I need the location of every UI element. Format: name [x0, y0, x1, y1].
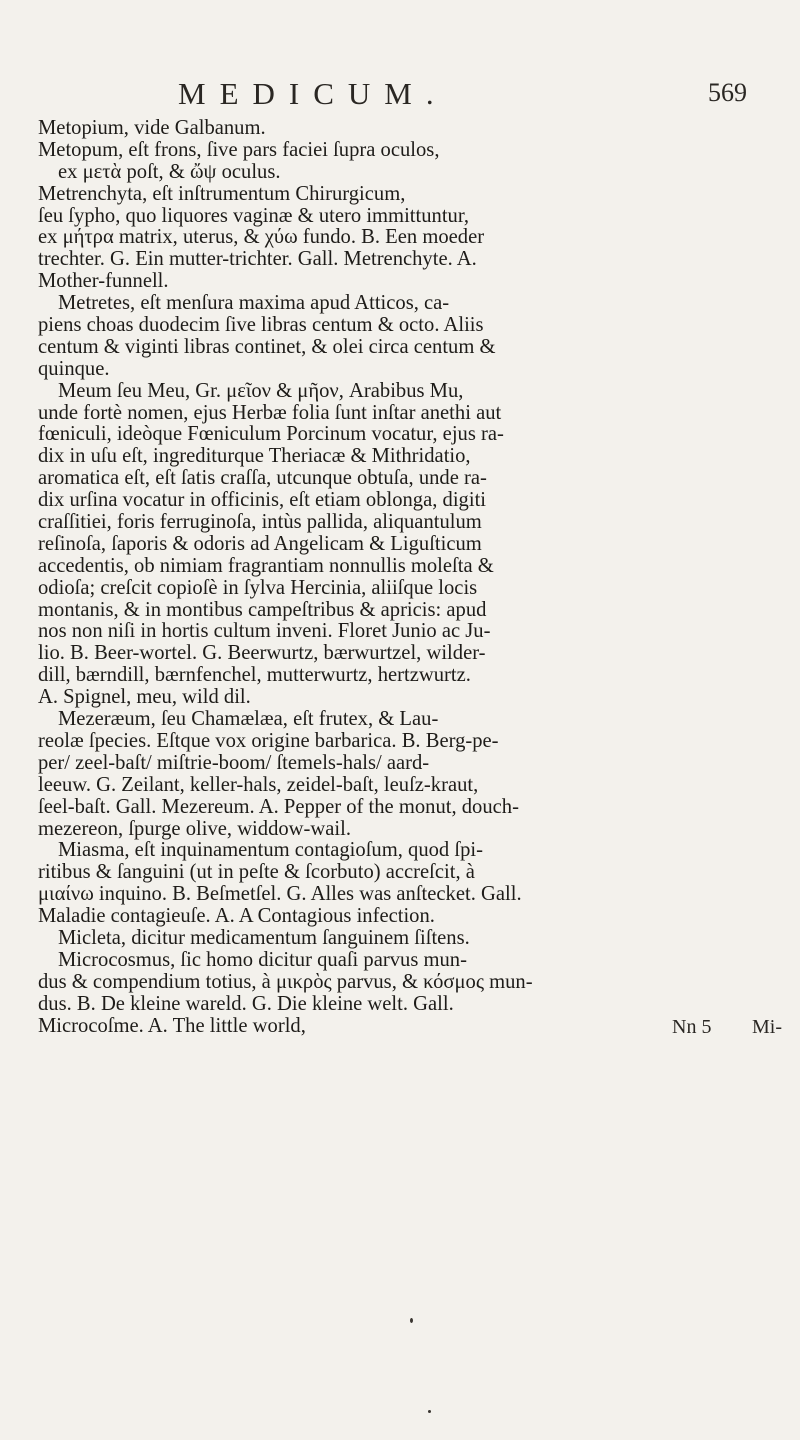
text-line: Mezeræum, ſeu Chamælæa, eſt frutex, & Lau-: [58, 709, 439, 731]
text-line: quinque.: [38, 358, 110, 380]
text-line: ritibus & ſanguini (ut in peſte & ſcorbuto) accreſcit, à: [38, 862, 475, 884]
text-line: dill, bærndill, bærnfenchel, mutterwurtz, hertzwurtz.: [38, 665, 471, 687]
page-number: 569: [708, 78, 747, 107]
text-line: dix in uſu eſt, ingrediturque Theriacæ & Mithridatio,: [38, 446, 471, 468]
catchword: Mi-: [752, 1016, 782, 1038]
text-line: μιαίνω inquino. B. Beſmetſel. G. Alles was anſtecket. Gall.: [38, 884, 522, 906]
ink-speck: [410, 1318, 413, 1323]
text-line: unde fortè nomen, ejus Herbæ folia ſunt inſtar anethi aut: [38, 402, 502, 424]
text-line: trechter. G. Ein mutter-trichter. Gall. Metrenchyte. A.: [38, 249, 477, 271]
text-line: ſeu ſypho, quo liquores vaginæ & utero immittuntur,: [38, 205, 470, 227]
text-line: ex μήτρα matrix, uterus, & χύω fundo. B. Een moeder: [38, 227, 485, 249]
text-line: A. Spignel, meu, wild dil.: [38, 687, 251, 709]
dictionary-text: [38, 118, 788, 1037]
text-line: dus & compendium totius, à μικρὸς parvus, & κόσμος mun-: [38, 971, 533, 993]
text-line: fœniculi, ideòque Fœniculum Porcinum vocatur, ejus ra-: [38, 424, 504, 446]
signature-mark: Nn 5: [672, 1016, 712, 1038]
text-line: montanis, & in montibus campeſtribus & apricis: apud: [38, 599, 487, 621]
text-line: piens choas duodecim ſive libras centum & octo. Aliis: [38, 315, 484, 337]
text-line: odioſa; creſcit copioſè in ſylva Hercinia, aliiſque locis: [38, 577, 478, 599]
text-line: Microcoſme. A. The little world,: [38, 1015, 306, 1037]
text-line: leeuw. G. Zeilant, keller-hals, zeidel-baſt, leuſz-kraut,: [38, 774, 479, 796]
text-line: ſeel-baſt. Gall. Mezereum. A. Pepper of the monut, douch-: [38, 796, 519, 818]
text-line: craſſitiei, foris ferruginoſa, intùs pallida, aliquantulum: [38, 512, 482, 534]
text-line: Metopum, eſt frons, ſive pars faciei ſupra oculos,: [38, 139, 440, 161]
text-line: Metopium, vide Galbanum.: [38, 118, 266, 139]
running-head: MEDICUM.: [178, 76, 448, 111]
text-line: mezereon, ſpurge olive, widdow-wail.: [38, 818, 352, 840]
text-line: accedentis, ob nimiam fragrantiam nonnullis moleſta &: [38, 555, 494, 577]
text-line: Metretes, eſt menſura maxima apud Atticos, ca-: [58, 293, 450, 315]
text-line: ex μετὰ poſt, & ὤψ oculus.: [58, 161, 281, 183]
text-line: Mother-funnell.: [38, 271, 169, 293]
text-line: reolæ ſpecies. Eſtque vox origine barbarica. B. Berg-pe-: [38, 730, 499, 752]
text-line: Meum ſeu Meu, Gr. μεῖον & μῆον, Arabibus Mu,: [58, 380, 464, 402]
text-line: Maladie contagieuſe. A. A Contagious infection.: [38, 906, 435, 928]
text-line: dix urſina vocatur in officinis, eſt etiam oblonga, digiti: [38, 490, 487, 512]
text-line: Metrenchyta, eſt inſtrumentum Chirurgicum,: [38, 183, 406, 205]
text-line: reſinoſa, ſaporis & odoris ad Angelicam & Liguſticum: [38, 533, 482, 555]
text-line: Miasma, eſt inquinamentum contagioſum, quod ſpi-: [58, 840, 483, 862]
text-line: dus. B. De kleine wareld. G. Die kleine welt. Gall.: [38, 993, 454, 1015]
text-line: lio. B. Beer-wortel. G. Beerwurtz, bærwurtzel, wilder-: [38, 643, 486, 665]
text-line: aromatica eſt, eſt ſatis craſſa, utcunque obtuſa, unde ra-: [38, 468, 487, 490]
text-line: nos non niſi in hortis cultum inveni. Floret Junio ac Ju-: [38, 621, 491, 643]
text-line: per/ zeel-baſt/ miſtrie-boom/ ſtemels-hals/ aard-: [38, 752, 430, 774]
text-line: Micleta, dicitur medicamentum ſanguinem ſiſtens.: [58, 927, 470, 949]
ink-speck: [428, 1410, 431, 1413]
text-line: Microcosmus, ſic homo dicitur quaſi parvus mun-: [58, 949, 467, 971]
text-line: centum & viginti libras continet, & olei circa centum &: [38, 336, 496, 358]
